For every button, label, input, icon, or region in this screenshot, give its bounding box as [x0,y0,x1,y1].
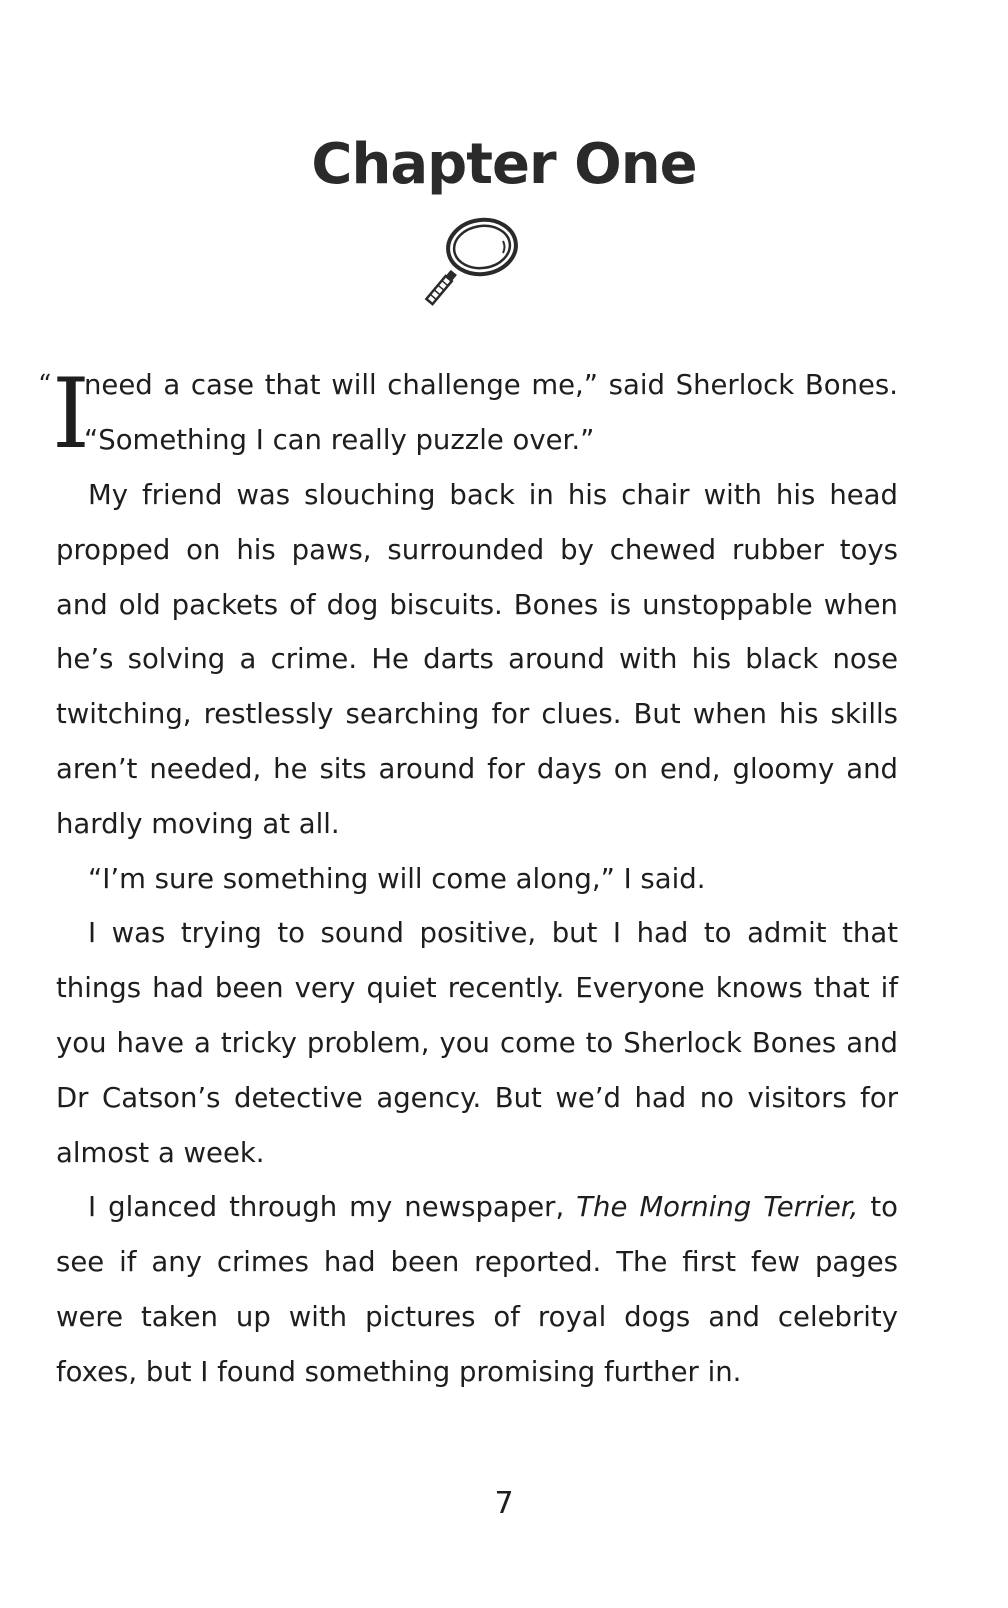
drop-cap-open-quote: “ [38,370,52,400]
drop-cap-letter: I [52,358,90,470]
newspaper-text-before: I glanced through my newspaper, [88,1191,577,1224]
paragraph-friend-slouching: My friend was slouching back in his chair with his head propped on his paws, surrounded by chewed rubber toys and old packets of dog biscuits. Bones is unstoppable when he’s solving a crime. He darts around with his black nose twitching, restlessly searching for clues. But when his skills aren’t needed, he sits around for days on end, gloomy and hardly moving at all. [56,479,898,840]
paragraph-newspaper [56,1180,898,1399]
newspaper-text-after: to see if any crimes had been reported. The first few pages were taken up with pictures of royal dogs and celebrity foxes, but I found something promising further in. [56,1191,898,1388]
magnifying-glass-icon [420,205,530,315]
body-text [56,468,898,1400]
newspaper-title: The Morning Terrier, [576,1191,859,1224]
first-paragraph-line-2: “Something I can really puzzle over.” [84,423,595,456]
chapter-title: Chapter One [311,132,697,197]
paragraph-something-will-come: “I’m sure something will come along,” I said. [88,862,706,895]
first-paragraph [84,358,898,468]
first-paragraph-line-1: need a case that will challenge me,” said Sherlock Bones. [84,369,898,401]
paragraph-quiet-recently: I was trying to sound positive, but I had to admit that things had been very quiet recently. Everyone knows that if you have a tricky problem, you come to Sherlock Bones and Dr Catson’s detective agency. But we’d had no visitors for almost a week. [56,917,898,1169]
page-number: 7 [494,1486,514,1521]
